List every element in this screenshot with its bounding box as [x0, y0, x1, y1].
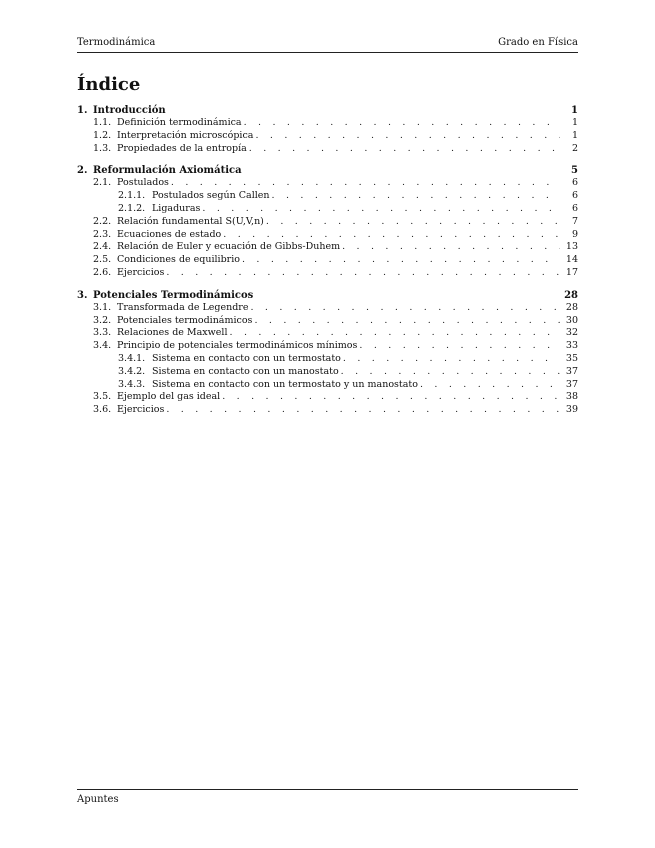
toc-section-number: 2.2.: [93, 215, 112, 227]
toc-dot-leader: [171, 177, 560, 190]
toc-dot-leader: [272, 190, 560, 203]
toc-chapter-title: Introducción: [93, 105, 166, 116]
toc-section[interactable]: [77, 315, 578, 328]
page-footer: [77, 789, 578, 806]
toc-section[interactable]: [77, 130, 578, 143]
toc-dot-leader: [244, 117, 560, 130]
toc-dot-leader: [202, 203, 560, 216]
toc-section-page: 1: [571, 117, 578, 128]
toc-dot-leader: [254, 315, 560, 328]
toc-dot-leader: [343, 353, 560, 366]
toc-subsection-number: 3.4.1.: [118, 352, 146, 364]
toc-dot-leader: [250, 302, 560, 315]
toc-subsection-title: Sistema en contacto con un termostato: [152, 352, 341, 364]
toc-subsection-number: 3.4.2.: [118, 365, 146, 377]
toc-subsection-title: Sistema en contacto con un manostato: [152, 365, 339, 377]
toc-section-number: 2.6.: [93, 266, 112, 278]
toc-section-page: 33: [565, 340, 578, 352]
toc-chapter-number: 3.: [77, 289, 88, 301]
toc-section-title: Relación fundamental S(U,V,n): [117, 215, 264, 227]
toc-section-title: Interpretación microscópica: [117, 129, 254, 141]
header-right: Grado en Física: [498, 37, 578, 48]
toc-section-page: 13: [565, 241, 578, 253]
toc-section-number: 2.4.: [93, 241, 112, 253]
toc-section-number: 1.3.: [93, 142, 112, 154]
toc-section[interactable]: [77, 229, 578, 242]
toc-section[interactable]: [77, 216, 578, 229]
toc-subsection[interactable]: [77, 203, 578, 216]
toc-section[interactable]: [77, 177, 578, 190]
toc-dot-leader: [166, 404, 560, 417]
toc-section-title: Condiciones de equilibrio: [117, 254, 240, 266]
toc-chapter-number: 1.: [77, 105, 88, 116]
toc-subsection[interactable]: [77, 379, 578, 392]
toc-chapter-number: 2.: [77, 165, 88, 177]
header-left: Termodinámica: [77, 37, 156, 48]
toc-section-page: 14: [565, 254, 578, 266]
toc-section-number: 2.1.: [93, 177, 112, 189]
toc-section-title: Postulados: [117, 177, 169, 189]
toc-section[interactable]: [77, 391, 578, 404]
toc-section-title: Potenciales termodinámicos: [117, 314, 253, 326]
toc-section[interactable]: [77, 302, 578, 315]
toc-subsection-page: 35: [565, 352, 578, 364]
toc-subsection-page: 37: [565, 365, 578, 377]
toc-section[interactable]: [77, 241, 578, 254]
toc-subsection-page: 37: [565, 378, 578, 390]
toc-chapter[interactable]: [77, 289, 578, 302]
toc-subsection[interactable]: [77, 353, 578, 366]
toc-dot-leader: [341, 366, 560, 379]
toc-chapter[interactable]: [77, 104, 578, 117]
toc-dot-leader: [242, 254, 560, 267]
toc-section-title: Relación de Euler y ecuación de Gibbs-Duhem: [117, 241, 341, 253]
toc-section-number: 1.1.: [93, 117, 112, 128]
toc-chapter[interactable]: [77, 164, 578, 177]
toc-section-title: Ejercicios: [117, 266, 165, 278]
footer-text: Apuntes: [77, 794, 119, 805]
toc-section-number: 3.6.: [93, 404, 112, 416]
toc-section-page: 9: [571, 228, 578, 240]
toc-section[interactable]: [77, 340, 578, 353]
toc-dot-leader: [166, 267, 560, 280]
toc-section-page: 1: [571, 129, 578, 141]
toc-chapter-page: 28: [564, 289, 578, 301]
toc-section-title: Principio de potenciales termodinámicos mínimos: [117, 340, 358, 352]
toc-section-title: Definición termodinámica: [117, 117, 242, 128]
toc-section-page: 30: [565, 314, 578, 326]
toc-chapter-page: 1: [571, 105, 578, 116]
toc-dot-leader: [223, 229, 560, 242]
toc-subsection-title: Sistema en contacto con un termostato y un manostato: [152, 378, 418, 390]
toc-section-title: Transformada de Legendre: [117, 301, 249, 313]
toc-section-number: 3.4.: [93, 340, 112, 352]
toc-dot-leader: [266, 216, 560, 229]
toc-chapter-title: Potenciales Termodinámicos: [93, 289, 254, 301]
toc-section-page: 2: [571, 142, 578, 154]
toc-dot-leader: [230, 327, 561, 340]
toc-section-number: 3.1.: [93, 301, 112, 313]
toc-subsection-page: 6: [571, 190, 578, 202]
toc-chapter-page: 5: [571, 165, 578, 177]
toc-dot-leader: [249, 143, 560, 156]
toc-subsection-number: 2.1.2.: [118, 202, 146, 214]
toc-dot-leader: [222, 391, 560, 404]
toc-section-title: Ejercicios: [117, 404, 165, 416]
toc-section-title: Ecuaciones de estado: [117, 228, 222, 240]
table-of-contents: [77, 104, 578, 417]
toc-subsection-page: 6: [571, 202, 578, 214]
toc-section-page: 7: [571, 215, 578, 227]
page-title: Índice: [77, 74, 141, 95]
toc-dot-leader: [342, 241, 560, 254]
toc-section[interactable]: [77, 267, 578, 280]
toc-subsection-title: Ligaduras: [152, 202, 201, 214]
toc-section[interactable]: [77, 117, 578, 130]
toc-section-number: 3.5.: [93, 391, 112, 403]
toc-section-page: 6: [571, 177, 578, 189]
page-header: [77, 37, 578, 53]
toc-section-page: 39: [565, 404, 578, 416]
toc-section-title: Propiedades de la entropía: [117, 142, 247, 154]
toc-section[interactable]: [77, 327, 578, 340]
toc-section-title: Ejemplo del gas ideal: [117, 391, 221, 403]
toc-section-number: 2.5.: [93, 254, 112, 266]
toc-section-number: 3.3.: [93, 327, 112, 339]
toc-subsection-title: Postulados según Callen: [152, 190, 270, 202]
toc-subsection-number: 2.1.1.: [118, 190, 146, 202]
toc-section-number: 2.3.: [93, 228, 112, 240]
toc-section-page: 32: [565, 327, 578, 339]
toc-chapter-title: Reformulación Axiomática: [93, 165, 242, 177]
toc-subsection[interactable]: [77, 366, 578, 379]
toc-dot-leader: [359, 340, 560, 353]
toc-section[interactable]: [77, 143, 578, 156]
toc-dot-leader: [420, 379, 560, 392]
toc-section[interactable]: [77, 254, 578, 267]
toc-section-page: 38: [565, 391, 578, 403]
toc-section-page: 28: [565, 301, 578, 313]
toc-section-page: 17: [565, 266, 578, 278]
toc-section-number: 3.2.: [93, 314, 112, 326]
toc-subsection[interactable]: [77, 190, 578, 203]
toc-section[interactable]: [77, 404, 578, 417]
toc-subsection-number: 3.4.3.: [118, 378, 146, 390]
toc-dot-leader: [255, 130, 560, 143]
toc-section-number: 1.2.: [93, 129, 112, 141]
toc-section-title: Relaciones de Maxwell: [117, 327, 228, 339]
